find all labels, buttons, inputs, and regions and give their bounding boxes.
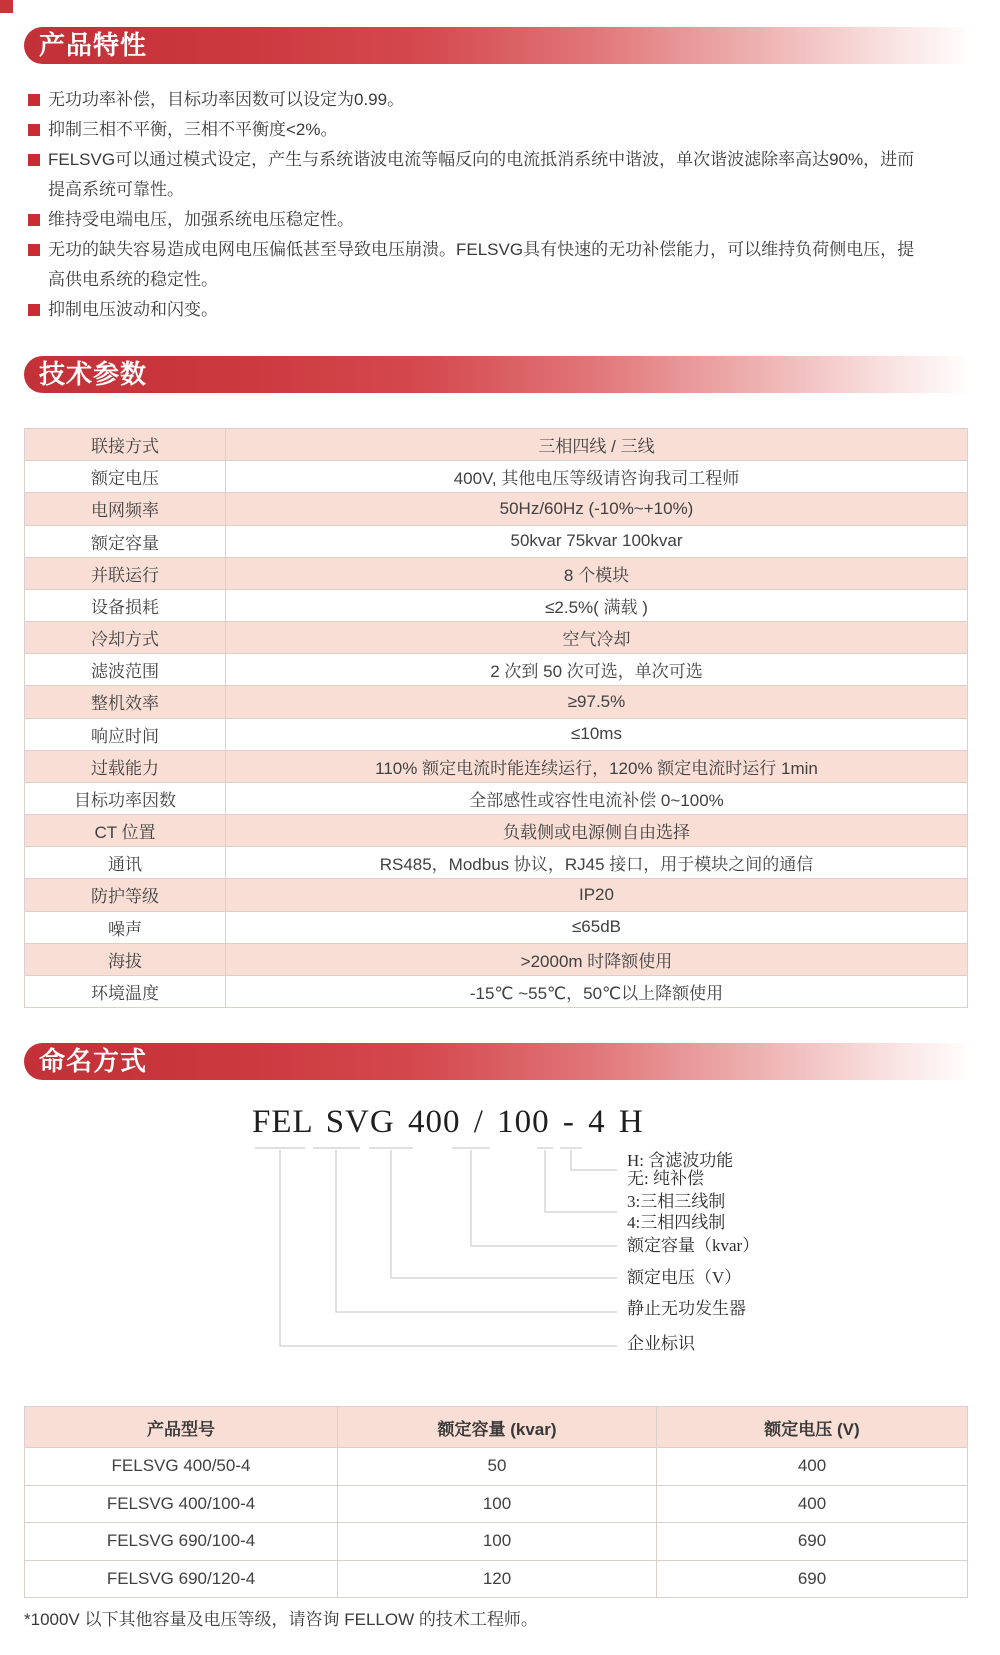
feature-text: 抑制三相不平衡，三相不平衡度<2%。 (48, 120, 338, 139)
naming-section-title: 命名方式 (39, 1046, 148, 1076)
naming-segment-label: 额定容量（kvar） (627, 1236, 760, 1255)
spec-parameter-label: 过载能力 (25, 751, 226, 782)
spec-parameter-label: CT 位置 (25, 815, 226, 846)
product-model-cell: FELSVG 690/100-4 (25, 1523, 338, 1560)
spec-table-row (25, 685, 967, 717)
spec-parameter-value: 400V, 其他电压等级请咨询我司工程师 (453, 469, 740, 489)
feature-item (24, 115, 959, 145)
spec-parameter-label: 目标功率因数 (25, 783, 226, 814)
spec-table-row (25, 750, 967, 782)
spec-parameter-value: 全部感性或容性电流补偿 0~100% (469, 790, 724, 810)
specs-section-title: 技术参数 (39, 359, 148, 389)
spec-parameter-label: 噪声 (25, 912, 226, 943)
naming-segment-label: H: 含滤波功能 (627, 1151, 734, 1170)
bullet-square-icon (28, 94, 40, 106)
spec-parameter-label: 冷却方式 (25, 622, 226, 653)
spec-parameter-label: 并联运行 (25, 558, 226, 589)
product-table-header-row (25, 1407, 967, 1447)
feature-text: 抑制电压波动和闪变。 (48, 300, 218, 319)
feature-text: 提高系统可靠性。 (48, 180, 184, 199)
rated-capacity-cell: 100 (338, 1523, 657, 1560)
feature-item (24, 145, 959, 205)
feature-text: FELSVG可以通过模式设定，产生与系统谐波电流等幅反向的电流抵消系统中谐波，单次谐波滤除率高达90%，进而 (48, 150, 915, 169)
spec-parameter-label: 滤波范围 (25, 654, 226, 685)
product-table-row (25, 1485, 967, 1523)
product-table-header-cell: 产品型号 (25, 1407, 338, 1447)
feature-item (24, 85, 959, 115)
spec-table-row (25, 846, 967, 878)
bullet-square-icon (28, 214, 40, 226)
spec-parameter-label: 电网频率 (25, 493, 226, 524)
footnote-text: *1000V 以下其他容量及电压等级，请咨询 FELLOW 的技术工程师。 (24, 1610, 538, 1629)
feature-text: 无功功率补偿，目标功率因数可以设定为0.99。 (48, 90, 405, 109)
product-table-row (25, 1522, 967, 1560)
rated-voltage-cell: 400 (797, 1456, 827, 1476)
spec-parameter-label: 响应时间 (25, 719, 226, 750)
features-list (24, 85, 959, 325)
spec-parameter-label: 环境温度 (25, 976, 226, 1007)
rated-voltage-cell: 400 (797, 1493, 827, 1513)
bullet-square-icon (28, 124, 40, 136)
spec-parameter-value: 三相四线 / 三线 (538, 437, 655, 457)
spec-parameter-label: 额定容量 (25, 526, 226, 557)
spec-table-row (25, 429, 967, 460)
spec-table (24, 428, 968, 1008)
spec-parameter-label: 设备损耗 (25, 590, 226, 621)
feature-text: 高供电系统的稳定性。 (48, 270, 218, 289)
spec-table-row (25, 621, 967, 653)
spec-parameter-value: 50kvar 75kvar 100kvar (510, 531, 683, 551)
feature-item (24, 205, 959, 235)
spec-parameter-value: 空气冷却 (562, 630, 631, 650)
product-model-table (24, 1406, 968, 1598)
product-table-row (25, 1447, 967, 1485)
spec-table-row (25, 492, 967, 524)
naming-segment-label: 额定电压（V） (627, 1268, 742, 1287)
section-bar-specs (24, 356, 968, 393)
naming-segment-label: 静止无功发生器 (627, 1299, 746, 1318)
spec-parameter-label: 防护等级 (25, 879, 226, 910)
spec-table-row (25, 878, 967, 910)
section-bar-naming (24, 1043, 968, 1080)
spec-parameter-label: 通讯 (25, 847, 226, 878)
naming-segment-label: 3:三相三线制 (627, 1192, 726, 1211)
product-table-header-cell: 额定容量 (kvar) (338, 1407, 657, 1447)
spec-parameter-value: 负载侧或电源侧自由选择 (503, 823, 690, 843)
spec-parameter-value: -15℃ ~55℃，50℃以上降额使用 (469, 984, 724, 1003)
rated-capacity-cell: 50 (338, 1448, 657, 1485)
feature-text: 维持受电端电压，加强系统电压稳定性。 (48, 210, 354, 229)
spec-table-row (25, 718, 967, 750)
model-number-text: FEL SVG 400 / 100 - 4 H (252, 1104, 644, 1140)
spec-parameter-value: ≤65dB (571, 917, 622, 937)
spec-table-row (25, 460, 967, 492)
spec-table-row (25, 653, 967, 685)
bullet-square-icon (28, 244, 40, 256)
spec-parameter-label: 额定电压 (25, 461, 226, 492)
spec-parameter-value: 50Hz/60Hz (-10%~+10%) (499, 498, 694, 518)
spec-table-row (25, 814, 967, 846)
spec-parameter-value: ≤10ms (571, 724, 622, 744)
spec-table-row (25, 911, 967, 943)
feature-item (24, 295, 959, 325)
product-model-cell: FELSVG 690/120-4 (25, 1561, 338, 1598)
feature-item (24, 235, 959, 295)
naming-segment-label: 企业标识 (627, 1334, 695, 1353)
rated-voltage-cell: 690 (797, 1531, 827, 1551)
spec-parameter-label: 联接方式 (25, 429, 226, 460)
spec-table-row (25, 525, 967, 557)
spec-parameter-label: 海拔 (25, 944, 226, 975)
features-section-title: 产品特性 (39, 30, 148, 60)
spec-parameter-value: RS485，Modbus 协议，RJ45 接口，用于模块之间的通信 (379, 855, 814, 875)
spec-table-row (25, 557, 967, 589)
spec-parameter-label: 整机效率 (25, 686, 226, 717)
spec-table-row (25, 589, 967, 621)
spec-table-row (25, 975, 967, 1007)
spec-parameter-value: 8 个模块 (563, 565, 630, 585)
product-table-header-cell: 额定电压 (V) (764, 1419, 860, 1439)
section-bar-features (24, 27, 968, 64)
product-table-row (25, 1560, 967, 1598)
spec-parameter-value: ≥97.5% (567, 691, 626, 711)
naming-segment-label: 无: 纯补偿 (627, 1169, 704, 1188)
feature-text: 无功的缺失容易造成电网电压偏低甚至导致电压崩溃。FELSVG具有快速的无功补偿能力，可以维持负荷侧电压，提 (48, 240, 915, 259)
rated-capacity-cell: 100 (338, 1486, 657, 1523)
spec-parameter-value: 110% 额定电流时能连续运行，120% 额定电流时运行 1min (375, 758, 818, 778)
naming-segment-label: 4:三相四线制 (627, 1213, 726, 1232)
bullet-square-icon (28, 304, 40, 316)
spec-parameter-value: 2 次到 50 次可选，单次可选 (490, 662, 703, 682)
corner-accent-square (0, 0, 13, 13)
rated-voltage-cell: 690 (797, 1568, 827, 1588)
spec-parameter-value: ≤2.5%( 满载 ) (545, 597, 648, 617)
spec-parameter-value: >2000m 时降额使用 (520, 951, 673, 971)
spec-table-row (25, 943, 967, 975)
rated-capacity-cell: 120 (338, 1561, 657, 1598)
spec-parameter-value: IP20 (579, 884, 614, 904)
product-model-cell: FELSVG 400/50-4 (25, 1448, 338, 1485)
product-model-cell: FELSVG 400/100-4 (25, 1486, 338, 1523)
bullet-square-icon (28, 154, 40, 166)
spec-table-row (25, 782, 967, 814)
